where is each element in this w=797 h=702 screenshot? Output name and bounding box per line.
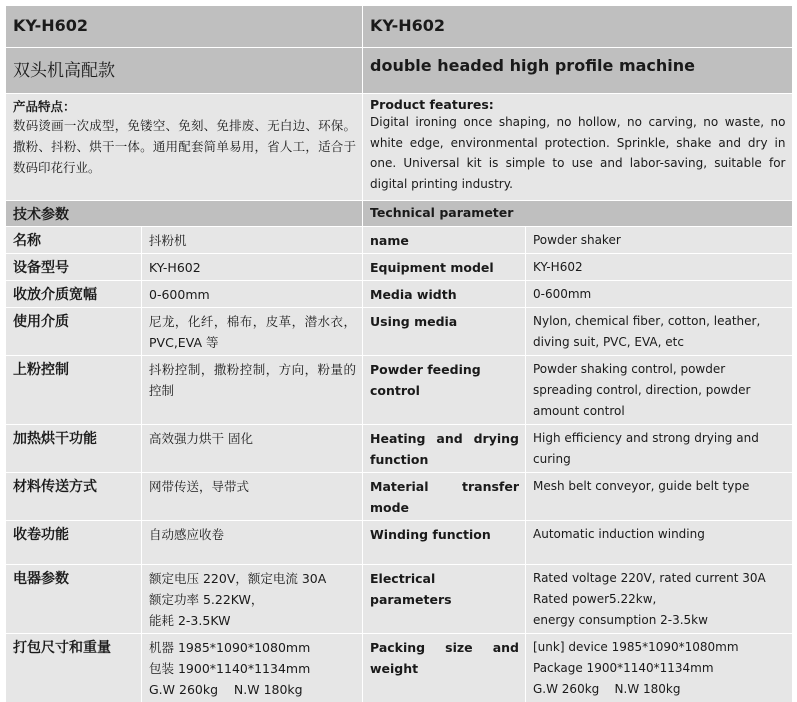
- features-text-en: Digital ironing once shaping, no hollow, no carving, no waste, no white edge, environmental protection. Sprinkle, shake and dry in one. Universal kit is simple to use and labor-saving, suitable for digital printing industry.: [370, 112, 786, 194]
- row-value-cn: [142, 565, 363, 634]
- section-title-cn: 技术参数: [6, 201, 363, 227]
- row-value-en: 0-600mm: [526, 281, 792, 308]
- row-key-en: Winding function: [363, 521, 526, 565]
- row-key-cn: 电器参数: [6, 565, 142, 634]
- value-line: Rated power5.22kw,: [533, 589, 786, 610]
- row-key-cn: 上粉控制: [6, 356, 142, 425]
- value-line: G.W 260kg N.W 180kg: [149, 679, 356, 700]
- spec-table: [5, 5, 792, 702]
- features-title-cn: 产品特点：: [13, 97, 356, 115]
- row-value-cn: 网带传送，导带式: [142, 473, 363, 521]
- row-key-en: Packing size and weight: [363, 634, 526, 702]
- row-key-cn: 收卷功能: [6, 521, 142, 565]
- features-text-cn: 数码烫画一次成型，免镂空、免刻、免排废、无白边、环保。撒粉、抖粉、烘干一体。通用配套简单易用，省人工，适合于数码印花行业。: [13, 115, 356, 178]
- value-line: 机器 1985*1090*1080mm: [149, 637, 356, 658]
- row-key-cn: 名称: [6, 227, 142, 254]
- product-name-en: double headed high profile machine: [363, 48, 792, 94]
- product-name-cn: 双头机高配款: [6, 48, 363, 94]
- section-title-en: Technical parameter: [363, 201, 792, 227]
- model-title-en: KY-H602: [363, 6, 792, 48]
- row-key-en: Media width: [363, 281, 526, 308]
- features-en: [363, 94, 792, 201]
- row-key-cn: 设备型号: [6, 254, 142, 281]
- row-key-en: Powder feeding control: [363, 356, 526, 425]
- value-line: G.W 260kg N.W 180kg: [533, 679, 786, 700]
- row-key-en: Using media: [363, 308, 526, 356]
- value-line: 能耗 2-3.5KW: [149, 610, 356, 631]
- row-key-cn: 使用介质: [6, 308, 142, 356]
- row-key-cn: 收放介质宽幅: [6, 281, 142, 308]
- row-value-en: Powder shaking control, powder spreading control, direction, powder amount control: [526, 356, 792, 425]
- value-line: 额定功率 5.22KW，: [149, 589, 356, 610]
- row-key-en: Heating and drying function: [363, 425, 526, 473]
- row-value-en: [526, 634, 792, 702]
- row-value-en: Nylon, chemical fiber, cotton, leather, diving suit, PVC, EVA, etc: [526, 308, 792, 356]
- row-value-en: KY-H602: [526, 254, 792, 281]
- value-line: 包装 1900*1140*1134mm: [149, 658, 356, 679]
- row-key-en: name: [363, 227, 526, 254]
- row-value-en: Powder shaker: [526, 227, 792, 254]
- value-line: Package 1900*1140*1134mm: [533, 658, 786, 679]
- row-value-cn: 尼龙，化纤，棉布，皮革，潜水衣，PVC,EVA 等: [142, 308, 363, 356]
- value-line: energy consumption 2-3.5kw: [533, 610, 786, 631]
- value-line: [unk] device 1985*1090*1080mm: [533, 637, 786, 658]
- row-value-cn: 0-600mm: [142, 281, 363, 308]
- row-value-cn: KY-H602: [142, 254, 363, 281]
- row-key-en: Equipment model: [363, 254, 526, 281]
- row-key-cn: 打包尺寸和重量: [6, 634, 142, 702]
- row-key-cn: 加热烘干功能: [6, 425, 142, 473]
- row-value-en: Automatic induction winding: [526, 521, 792, 565]
- row-value-cn: [142, 634, 363, 702]
- features-title-en: Product features:: [370, 97, 786, 112]
- row-value-en: [526, 565, 792, 634]
- row-key-en: Material transfer mode: [363, 473, 526, 521]
- value-line: Rated voltage 220V, rated current 30A: [533, 568, 786, 589]
- value-line: 额定电压 220V，额定电流 30A: [149, 568, 356, 589]
- features-cn: [6, 94, 363, 201]
- row-value-cn: 自动感应收卷: [142, 521, 363, 565]
- row-value-cn: 抖粉控制，撒粉控制，方向，粉量的控制: [142, 356, 363, 425]
- row-value-cn: 抖粉机: [142, 227, 363, 254]
- model-title-cn: KY-H602: [6, 6, 363, 48]
- row-value-cn: 高效强力烘干 固化: [142, 425, 363, 473]
- row-key-en: Electrical parameters: [363, 565, 526, 634]
- row-value-en: High efficiency and strong drying and curing: [526, 425, 792, 473]
- row-key-cn: 材料传送方式: [6, 473, 142, 521]
- spec-sheet: [5, 5, 791, 657]
- row-value-en: Mesh belt conveyor, guide belt type: [526, 473, 792, 521]
